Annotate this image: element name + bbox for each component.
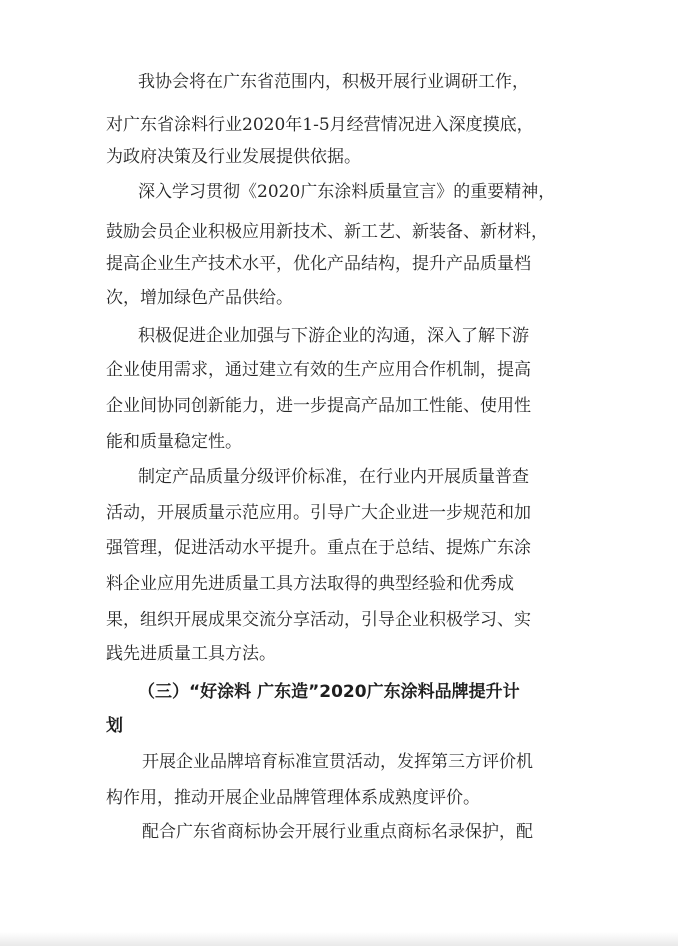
- paragraph-3-line-2: 企业使用需求，通过建立有效的生产应用合作机制，提高: [106, 360, 531, 380]
- paragraph-3-line-1: 积极促进企业加强与下游企业的沟通，深入了解下游: [138, 326, 529, 346]
- paragraph-5-line-2: 构作用，推动开展企业品牌管理体系成熟度评价。: [106, 788, 480, 808]
- paragraph-6-line-1: 配合广东省商标协会开展行业重点商标名录保护，配: [142, 822, 533, 842]
- paragraph-2-line-3: 提高企业生产技术水平，优化产品结构，提升产品质量档: [106, 254, 531, 274]
- paragraph-4-line-1: 制定产品质量分级评价标准，在行业内开展质量普查: [138, 467, 529, 487]
- paragraph-3-line-3: 企业间协同创新能力，进一步提高产品加工性能、使用性: [106, 396, 531, 416]
- paragraph-3-line-4: 能和质量稳定性。: [106, 432, 242, 452]
- paragraph-1-line-3: 为政府决策及行业发展提供依据。: [106, 147, 361, 167]
- paragraph-1-line-1: 我协会将在广东省范围内，积极开展行业调研工作，: [138, 72, 529, 92]
- paragraph-4-line-4: 料企业应用先进质量工具方法取得的典型经验和优秀成: [106, 574, 514, 594]
- paragraph-2-line-2: 鼓励会员企业积极应用新技术、新工艺、新装备、新材料，: [106, 222, 548, 242]
- paragraph-1-line-2: 对广东省涂料行业2020年1-5月经营情况进入深度摸底，: [106, 115, 534, 135]
- paragraph-4-line-5: 果，组织开展成果交流分享活动，引导企业积极学习、实: [106, 610, 531, 630]
- paragraph-4-line-2: 活动，开展质量示范应用。引导广大企业进一步规范和加: [106, 503, 531, 523]
- paragraph-5-line-1: 开展企业品牌培育标准宣贯活动，发挥第三方评价机: [142, 752, 533, 772]
- page-bottom-shadow: [0, 932, 678, 946]
- paragraph-4-line-6: 践先进质量工具方法。: [106, 644, 276, 664]
- paragraph-2-line-1: 深入学习贯彻《2020广东涂料质量宣言》的重要精神，: [138, 182, 556, 202]
- section-heading-line-1: （三）“好涂料 广东造”2020广东涂料品牌提升计: [138, 682, 520, 702]
- paragraph-2-line-4: 次，增加绿色产品供给。: [106, 288, 293, 308]
- section-heading-line-2: 划: [106, 716, 123, 736]
- paragraph-4-line-3: 强管理，促进活动水平提升。重点在于总结、提炼广东涂: [106, 538, 531, 558]
